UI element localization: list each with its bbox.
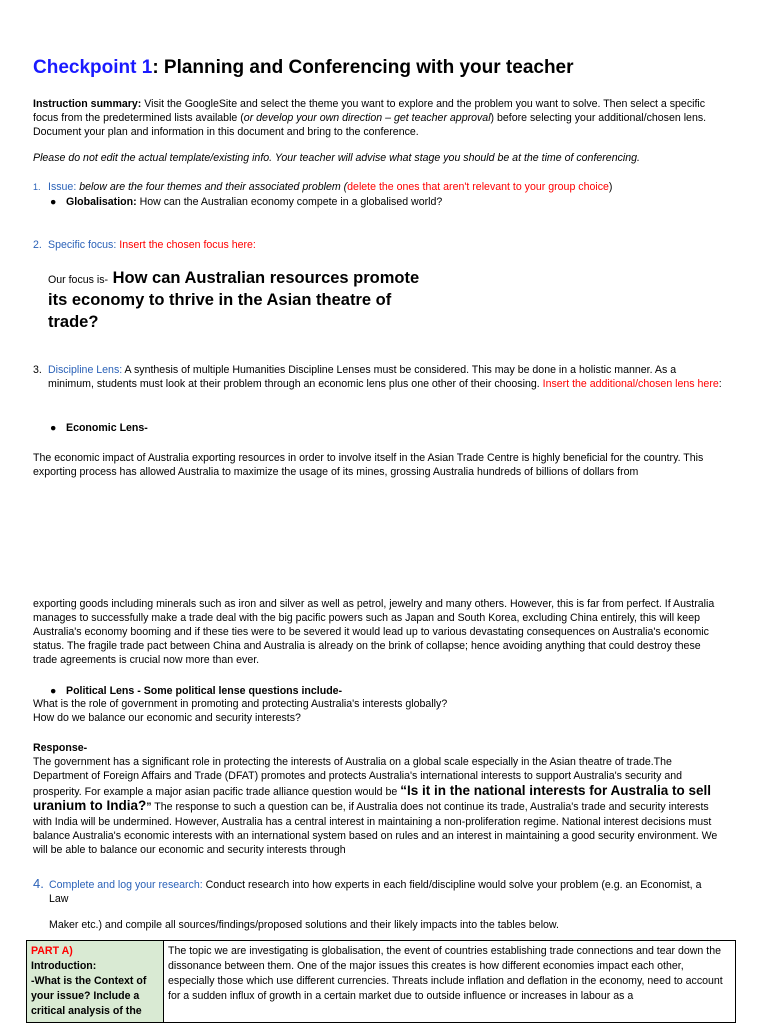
political-lens-bullet: [50, 684, 342, 698]
globalisation-bullet: [50, 195, 461, 209]
globalisation-text: How can the Australian economy compete in a globalised world?: [136, 196, 443, 208]
instruction-summary: [33, 97, 723, 139]
instruction-italic: or develop your own direction – get teacher approval: [243, 112, 491, 124]
response-text-2: The response to such a question can be, if Australia does not continue its trade, Australia's trade and security interests with India will be undermined. However, Australia has a central interest in maintaining a non-proliferation regime. National interest decisions must balance Australia's economic interests with an international system based on rules and an interest in maintaining a good security environment. We will be able to balance our economic and security interests through: [33, 801, 718, 857]
economic-paragraph-1: The economic impact of Australia exporting resources in order to involve itself in the Asian Trade Centre is highly beneficial for the country. This exporting process has allowed Australia to maximize the usage of its mines, grossing Australia hundreds of billions of dollars from: [33, 452, 704, 478]
table-left-cell: [27, 941, 164, 1023]
political-question-1: What is the role of government in promoting and protecting Australia's interests globally?: [33, 698, 448, 710]
political-lens-heading: Political Lens - Some political lense questions include-: [66, 685, 343, 697]
item-3-discipline-lens: [33, 363, 723, 390]
title-rest: : Planning and Conferencing with your teacher: [152, 57, 574, 78]
checkpoint-label: Checkpoint 1: [33, 57, 153, 78]
table-left-text: Introduction: -What is the Context of your issue? Include a critical analysis of the: [31, 960, 147, 1017]
table-right-text: The topic we are investigating is globalisation, the event of countries establishing trade connections and tear down the dissonance between them. One of the major issues this creates is how different economies impact each other, especially those which use different currencies. Threats include inflation and deflation in the economy, need to account for a sudden influx of growth in a certain market due to outside influence or increases in labour as a: [168, 945, 723, 1002]
instruction-label: Instruction summary:: [33, 98, 142, 110]
instruction-text-1: Visit the GoogleSite and select the theme you want to explore and the problem you want to solve. Then select a specific focus from the predetermined lists available (: [33, 98, 706, 124]
table-right-cell[interactable]: [164, 941, 736, 1023]
economic-lens-bullet: [50, 421, 148, 435]
item-1-close: ): [608, 181, 613, 193]
focus-prefix: Our focus is-: [48, 274, 109, 286]
item-3-red: Insert the additional/chosen lens here: [539, 378, 719, 390]
item-2-focus: [33, 238, 723, 252]
item-3-colon: :: [718, 378, 722, 390]
bullet-dot: ●: [50, 196, 57, 208]
economic-lens-heading: Economic Lens-: [66, 422, 148, 434]
item-1-italic: below are the four themes and their associated problem (: [76, 181, 348, 193]
bullet-dot: ●: [50, 422, 57, 434]
focus-statement: [48, 267, 440, 333]
response-paragraph: [33, 755, 723, 858]
part-a-label: PART A): [31, 945, 73, 957]
item-4-number: 4.: [33, 876, 44, 891]
item-3-text: A synthesis of multiple Humanities Discipline Lenses must be considered. This may be done in a holistic manner. As a minimum, students must look at their problem through an economic lens plus one other of their choosing.: [48, 364, 677, 390]
item-4-research: [33, 876, 723, 905]
item-4-text: Conduct research into how experts in each field/discipline would solve your problem (e.g. an Economist, a Law: [49, 879, 702, 905]
item-2-red: Insert the chosen focus here:: [116, 239, 256, 251]
item-3-number: 3.: [33, 364, 42, 376]
item-3-label: Discipline Lens:: [48, 364, 123, 376]
instruction-text-2: ) before selecting your additional/chosen lens. Document your plan and information in this document and bring to the conference.: [33, 112, 707, 138]
page-title: [33, 56, 574, 80]
item-1-label: Issue:: [48, 181, 77, 193]
globalisation-label: Globalisation:: [66, 196, 137, 208]
response-big-question: Is it in the national interests for Australia to sell uranium to India?: [33, 782, 712, 814]
response-text-1: The government has a significant role in protecting the interests of Australia on a global scale especially in the Asian theatre of trade.The Department of Foreign Affairs and Trade (DFAT) promotes and protects Australia's international interests to support Australia's security and prosperity. For example a major asian pacific trade alliance question would be: [33, 756, 683, 798]
item-2-number: 2.: [33, 239, 42, 251]
item-1-issue: [33, 180, 723, 194]
table-row: [27, 941, 736, 1023]
item-4-label: Complete and log your research:: [49, 879, 203, 891]
response-quote-close: ”: [146, 801, 152, 814]
item-4-continuation: Maker etc.) and compile all sources/findings/proposed solutions and their likely impacts into the tables below.: [49, 919, 559, 931]
template-note: Please do not edit the actual template/existing info. Your teacher will advise what stage you should be at the time of conferencing.: [33, 152, 640, 164]
item-1-number: 1.: [33, 182, 41, 192]
bullet-dot: ●: [50, 685, 57, 697]
response-quote-open: “: [400, 782, 407, 798]
economic-paragraph-2: exporting goods including minerals such as iron and silver as well as petrol, jewelry and many others. However, this is far from perfect. If Australia manages to successfully make a trade deal with the big pacific powers such as Japan and South Korea, excluding China entirely, this will keep Australia's economy booming and if these ties were to be severed it would lead up to various devastating consequences on Australia's economic status. The fragile trade pact between China and Australia is already on the brink of collapse; hence avoiding anything that could destroy these trade agreements is crucial now more than ever.: [33, 598, 715, 666]
item-1-red: delete the ones that aren't relevant to your group choice: [347, 181, 609, 193]
item-2-label: Specific focus:: [48, 239, 117, 251]
political-question-2: How do we balance our economic and security interests?: [33, 712, 301, 724]
research-table: [26, 940, 736, 1023]
response-heading: Response-: [33, 742, 88, 754]
focus-question: How can Australian resources promote its economy to thrive in the Asian theatre of trade?: [48, 269, 420, 331]
